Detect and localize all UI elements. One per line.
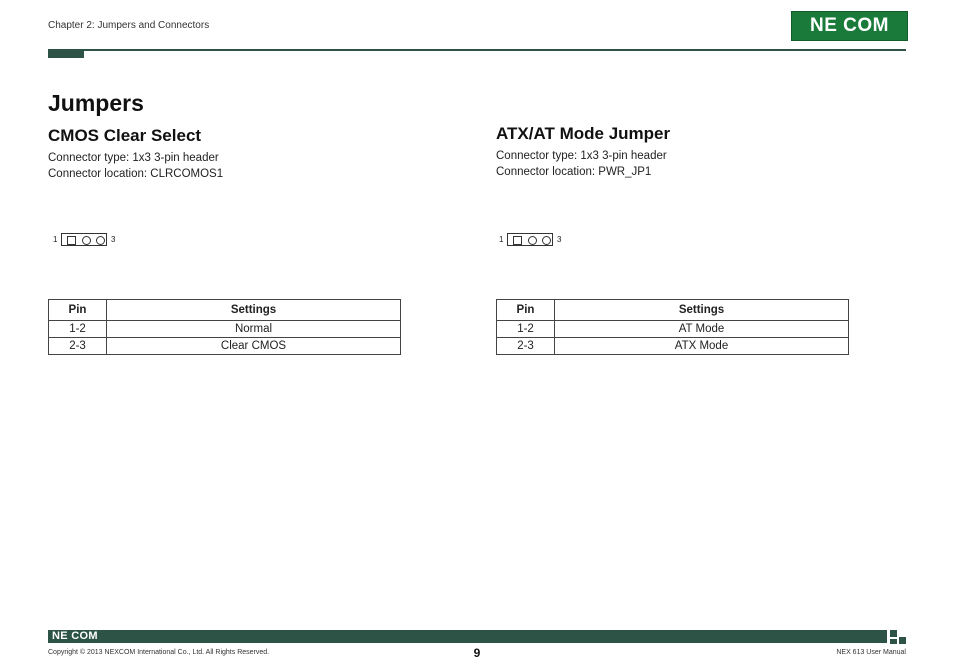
pin-label-end: 3	[557, 235, 562, 244]
pin-cell: 2-3	[497, 338, 555, 355]
pin-2-round	[82, 236, 91, 245]
setting-cell: ATX Mode	[555, 338, 849, 355]
table-row	[497, 321, 849, 338]
connector-location-cmos: Connector location: CLRCOMOS1	[48, 168, 224, 180]
footer-bar	[48, 630, 887, 643]
settings-table-atx	[496, 299, 849, 355]
table-row	[49, 321, 401, 338]
column-header-pin: Pin	[49, 300, 107, 321]
table-header-row	[49, 300, 401, 321]
settings-table-cmos	[48, 299, 401, 355]
connector-location-atx: Connector location: PWR_JP1	[496, 166, 652, 178]
pin-cell: 1-2	[497, 321, 555, 338]
pin-label-start: 1	[499, 235, 504, 244]
pin-1-square	[67, 236, 76, 245]
setting-cell: AT Mode	[555, 321, 849, 338]
setting-cell: Clear CMOS	[107, 338, 401, 355]
footer-square-icon	[890, 639, 897, 644]
page-title: Jumpers	[48, 90, 144, 116]
table-header-row	[497, 300, 849, 321]
section-title-atx: ATX/AT Mode Jumper	[496, 124, 671, 143]
manual-title: NEX 613 User Manual	[836, 649, 906, 656]
header-rule	[84, 49, 906, 51]
pin-cell: 2-3	[49, 338, 107, 355]
table-row	[49, 338, 401, 355]
connector-type-cmos: Connector type: 1x3 3-pin header	[48, 152, 219, 164]
footer-square-icon	[899, 637, 906, 644]
pin-2-round	[528, 236, 537, 245]
pin-cell: 1-2	[49, 321, 107, 338]
copyright-text: Copyright © 2013 NEXCOM International Co., Ltd. All Rights Reserved.	[48, 649, 270, 656]
pin-label-end: 3	[111, 235, 116, 244]
nexcom-logo	[791, 11, 908, 41]
section-title-cmos: CMOS Clear Select	[48, 126, 202, 145]
jumper-diagram-atx	[507, 233, 553, 246]
chapter-title: Chapter 2: Jumpers and Connectors	[48, 20, 210, 31]
column-header-settings: Settings	[107, 300, 401, 321]
column-header-settings: Settings	[555, 300, 849, 321]
column-header-pin: Pin	[497, 300, 555, 321]
pin-3-round	[542, 236, 551, 245]
footer-square-icon	[890, 630, 897, 637]
pin-3-round	[96, 236, 105, 245]
connector-type-atx: Connector type: 1x3 3-pin header	[496, 150, 667, 162]
header-rule-accent	[48, 49, 84, 58]
table-row	[497, 338, 849, 355]
pin-1-square	[513, 236, 522, 245]
jumper-diagram-cmos	[61, 233, 107, 246]
logo-text: NE COM	[810, 15, 889, 36]
footer-logo: NE COM	[52, 630, 98, 642]
page-number: 9	[473, 646, 481, 660]
setting-cell: Normal	[107, 321, 401, 338]
pin-label-start: 1	[53, 235, 58, 244]
